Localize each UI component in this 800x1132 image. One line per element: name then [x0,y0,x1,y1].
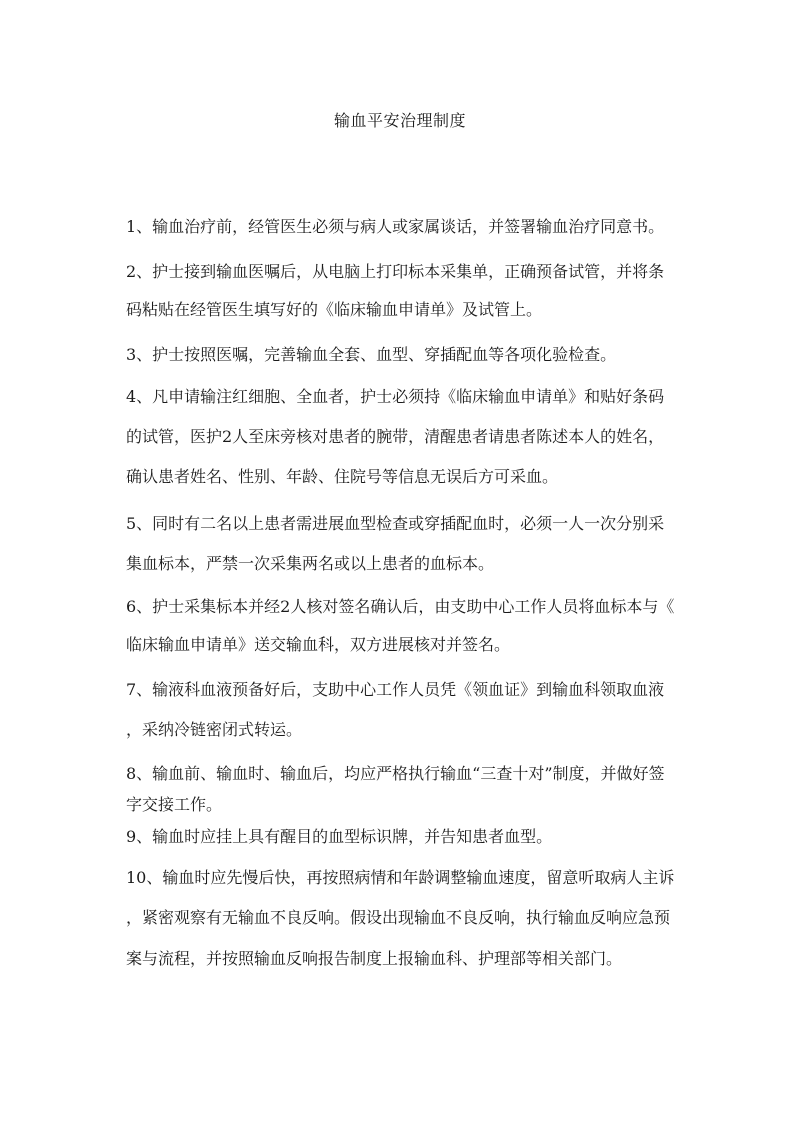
item-line: 的试管，医护2人至床旁核对患者的腕带，清醒患者请患者陈述本人的姓名， [126,427,665,446]
item-line: ，紧密观察有无输血不良反响。假设出现输血不良反响，执行输血反响应急预 [126,908,671,927]
item-line: 1、输血治疗前，经管医生必须与病人或家属谈话，并签署输血治疗同意书。 [126,217,665,236]
item-line: 10、输血时应先慢后快，再按照病情和年龄调整输血速度，留意听取病人主诉 [126,868,675,887]
item-line: 3、护士按照医嘱，完善输血全套、血型、穿插配血等各项化验检查。 [126,345,617,364]
item-line: 5、同时有二名以上患者需进展血型检查或穿插配血时，必须一人一次分别采 [126,514,665,533]
item-line: 9、输血时应挂上具有醒目的血型标识牌，并告知患者血型。 [126,827,553,846]
item-line: 码粘贴在经管医生填写好的《临床输血申请单》及试管上。 [126,300,543,319]
item-line: 2、护士接到输血医嘱后，从电脑上打印标本采集单，正确预备试管，并将条 [126,262,665,281]
document-title: 输血平安治理制度 [333,111,466,130]
item-line: 集血标本，严禁一次采集两名或以上患者的血标本。 [126,554,495,573]
item-line: 临床输血申请单》送交输血科，双方进展核对并签名。 [126,635,511,654]
item-line: 字交接工作。 [126,795,223,814]
item-line: 确认患者姓名、性别、年龄、住院号等信息无误后方可采血。 [126,467,559,486]
item-line: 4、凡申请输注红细胞、全血者，护士必须持《临床输血申请单》和贴好条码 [126,387,665,406]
item-line: 案与流程，并按照输血反响报告制度上报输血科、护理部等相关部门。 [126,949,623,968]
item-line: 7、输液科血液预备好后，支助中心工作人员凭《领血证》到输血科领取血液 [126,680,665,699]
item-line: 8、输血前、输血时、输血后，均应严格执行输血“三查十对”制度，并做好签 [126,764,665,783]
item-line: 6、护士采集标本并经2人核对签名确认后，由支助中心工作人员将血标本与《 [126,597,675,616]
item-line: ，采纳冷链密闭式转运。 [126,720,303,739]
